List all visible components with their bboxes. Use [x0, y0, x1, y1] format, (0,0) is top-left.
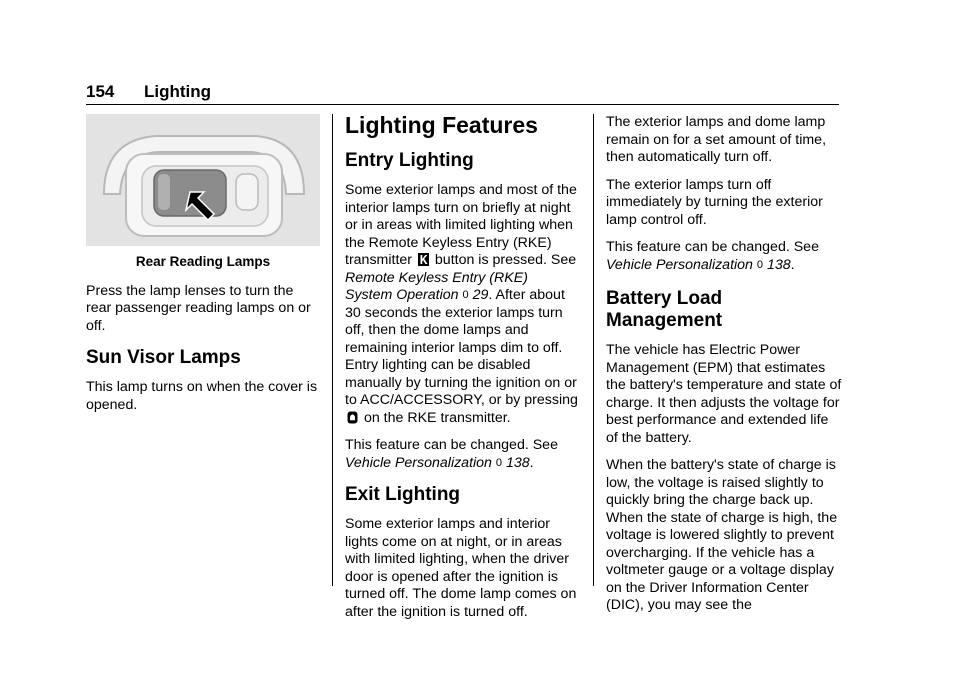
exit-lighting-heading: Exit Lighting [345, 484, 461, 505]
epm-paragraph: The vehicle has Electric Power Management (EPM) that estimates the battery's temperature and state of charge. It then adjusts the voltage for best performance and extended life of the battery. [606, 342, 842, 446]
column-3 [606, 114, 842, 625]
column-1 [86, 114, 320, 424]
entry-personalization-paragraph: This feature can be changed. See Vehicle Personalization 0 138. [345, 437, 558, 471]
exit-timing-paragraph: The exterior lamps and dome lamp remain on for a set amount of time, then automatically turn off. [606, 114, 827, 165]
sun-visor-paragraph: This lamp turns on when the cover is opened. [86, 379, 318, 413]
figure-caption: Rear Reading Lamps [135, 254, 271, 269]
vehicle-personalization-link[interactable]: Vehicle Personalization [345, 454, 492, 471]
column-divider-1 [332, 114, 333, 586]
page-header [86, 82, 839, 104]
exit-lighting-paragraph: Some exterior lamps and interior lights come on at night, or in areas with limited lighting, when the driver door is opened after the ignition is turned off. The dome lamp comes on after the ignition is turned off. [345, 516, 577, 620]
exit-personalization-paragraph: This feature can be changed. See Vehicle Personalization 0 138. [606, 239, 819, 273]
page-ref-arrow-icon: 0 [495, 456, 503, 469]
entry-lighting-paragraph: Some exterior lamps and most of the interior lamps turn on briefly at night or in areas with limited lighting when the Remote Keyless Entry (RKE) transmitter button is pressed. See Remote Keyless Entry (RKE) System Operation 0 29. After about 30 seconds the exterior lamps turn off, then the dome lamps and remaining interior lamps dim to off. Entry lighting can be disabled manually by turning the ignition on or to ACC/ACCESSORY, or by pressing on the RKE transmitter. [345, 182, 578, 426]
exit-off-paragraph: The exterior lamps turn off immediately by turning the exterior lamp control off. [606, 176, 823, 228]
page-number: 154 [86, 82, 115, 101]
vehicle-personalization-link[interactable]: Vehicle Personalization [606, 256, 753, 273]
column-2 [345, 114, 579, 631]
rke-unlock-icon [418, 253, 429, 266]
personalization-page-ref[interactable]: 138 [505, 454, 530, 471]
lighting-features-heading: Lighting Features [345, 112, 538, 138]
rke-lock-icon [347, 411, 358, 424]
reading-lamps-paragraph: Press the lamp lenses to turn the rear passenger reading lamps on or off. [86, 282, 311, 334]
rke-link[interactable]: Remote Keyless Entry (RKE) System Operation [345, 269, 528, 303]
header-rule [86, 104, 839, 105]
battery-charge-paragraph: When the battery's state of charge is low, the voltage is raised slightly to quickly bring the charge back up. When the state of charge is high, the voltage is lowered slightly to prevent overcharging. If the vehicle has a voltmeter gauge or a voltage display on the Driver Information Center (DIC), you may see the [606, 457, 838, 613]
page-ref-arrow-icon: 0 [462, 289, 469, 301]
rke-page-ref[interactable]: 29 [472, 287, 489, 303]
sun-visor-heading: Sun Visor Lamps [86, 347, 241, 368]
rear-reading-lamps-illustration [86, 114, 320, 246]
battery-load-heading: Battery Load Management [606, 288, 723, 331]
page-ref-arrow-icon: 0 [756, 258, 764, 271]
column-divider-2 [593, 114, 594, 586]
section-title: Lighting [144, 82, 212, 101]
personalization-page-ref[interactable]: 138 [766, 256, 791, 273]
entry-lighting-heading: Entry Lighting [345, 150, 474, 171]
